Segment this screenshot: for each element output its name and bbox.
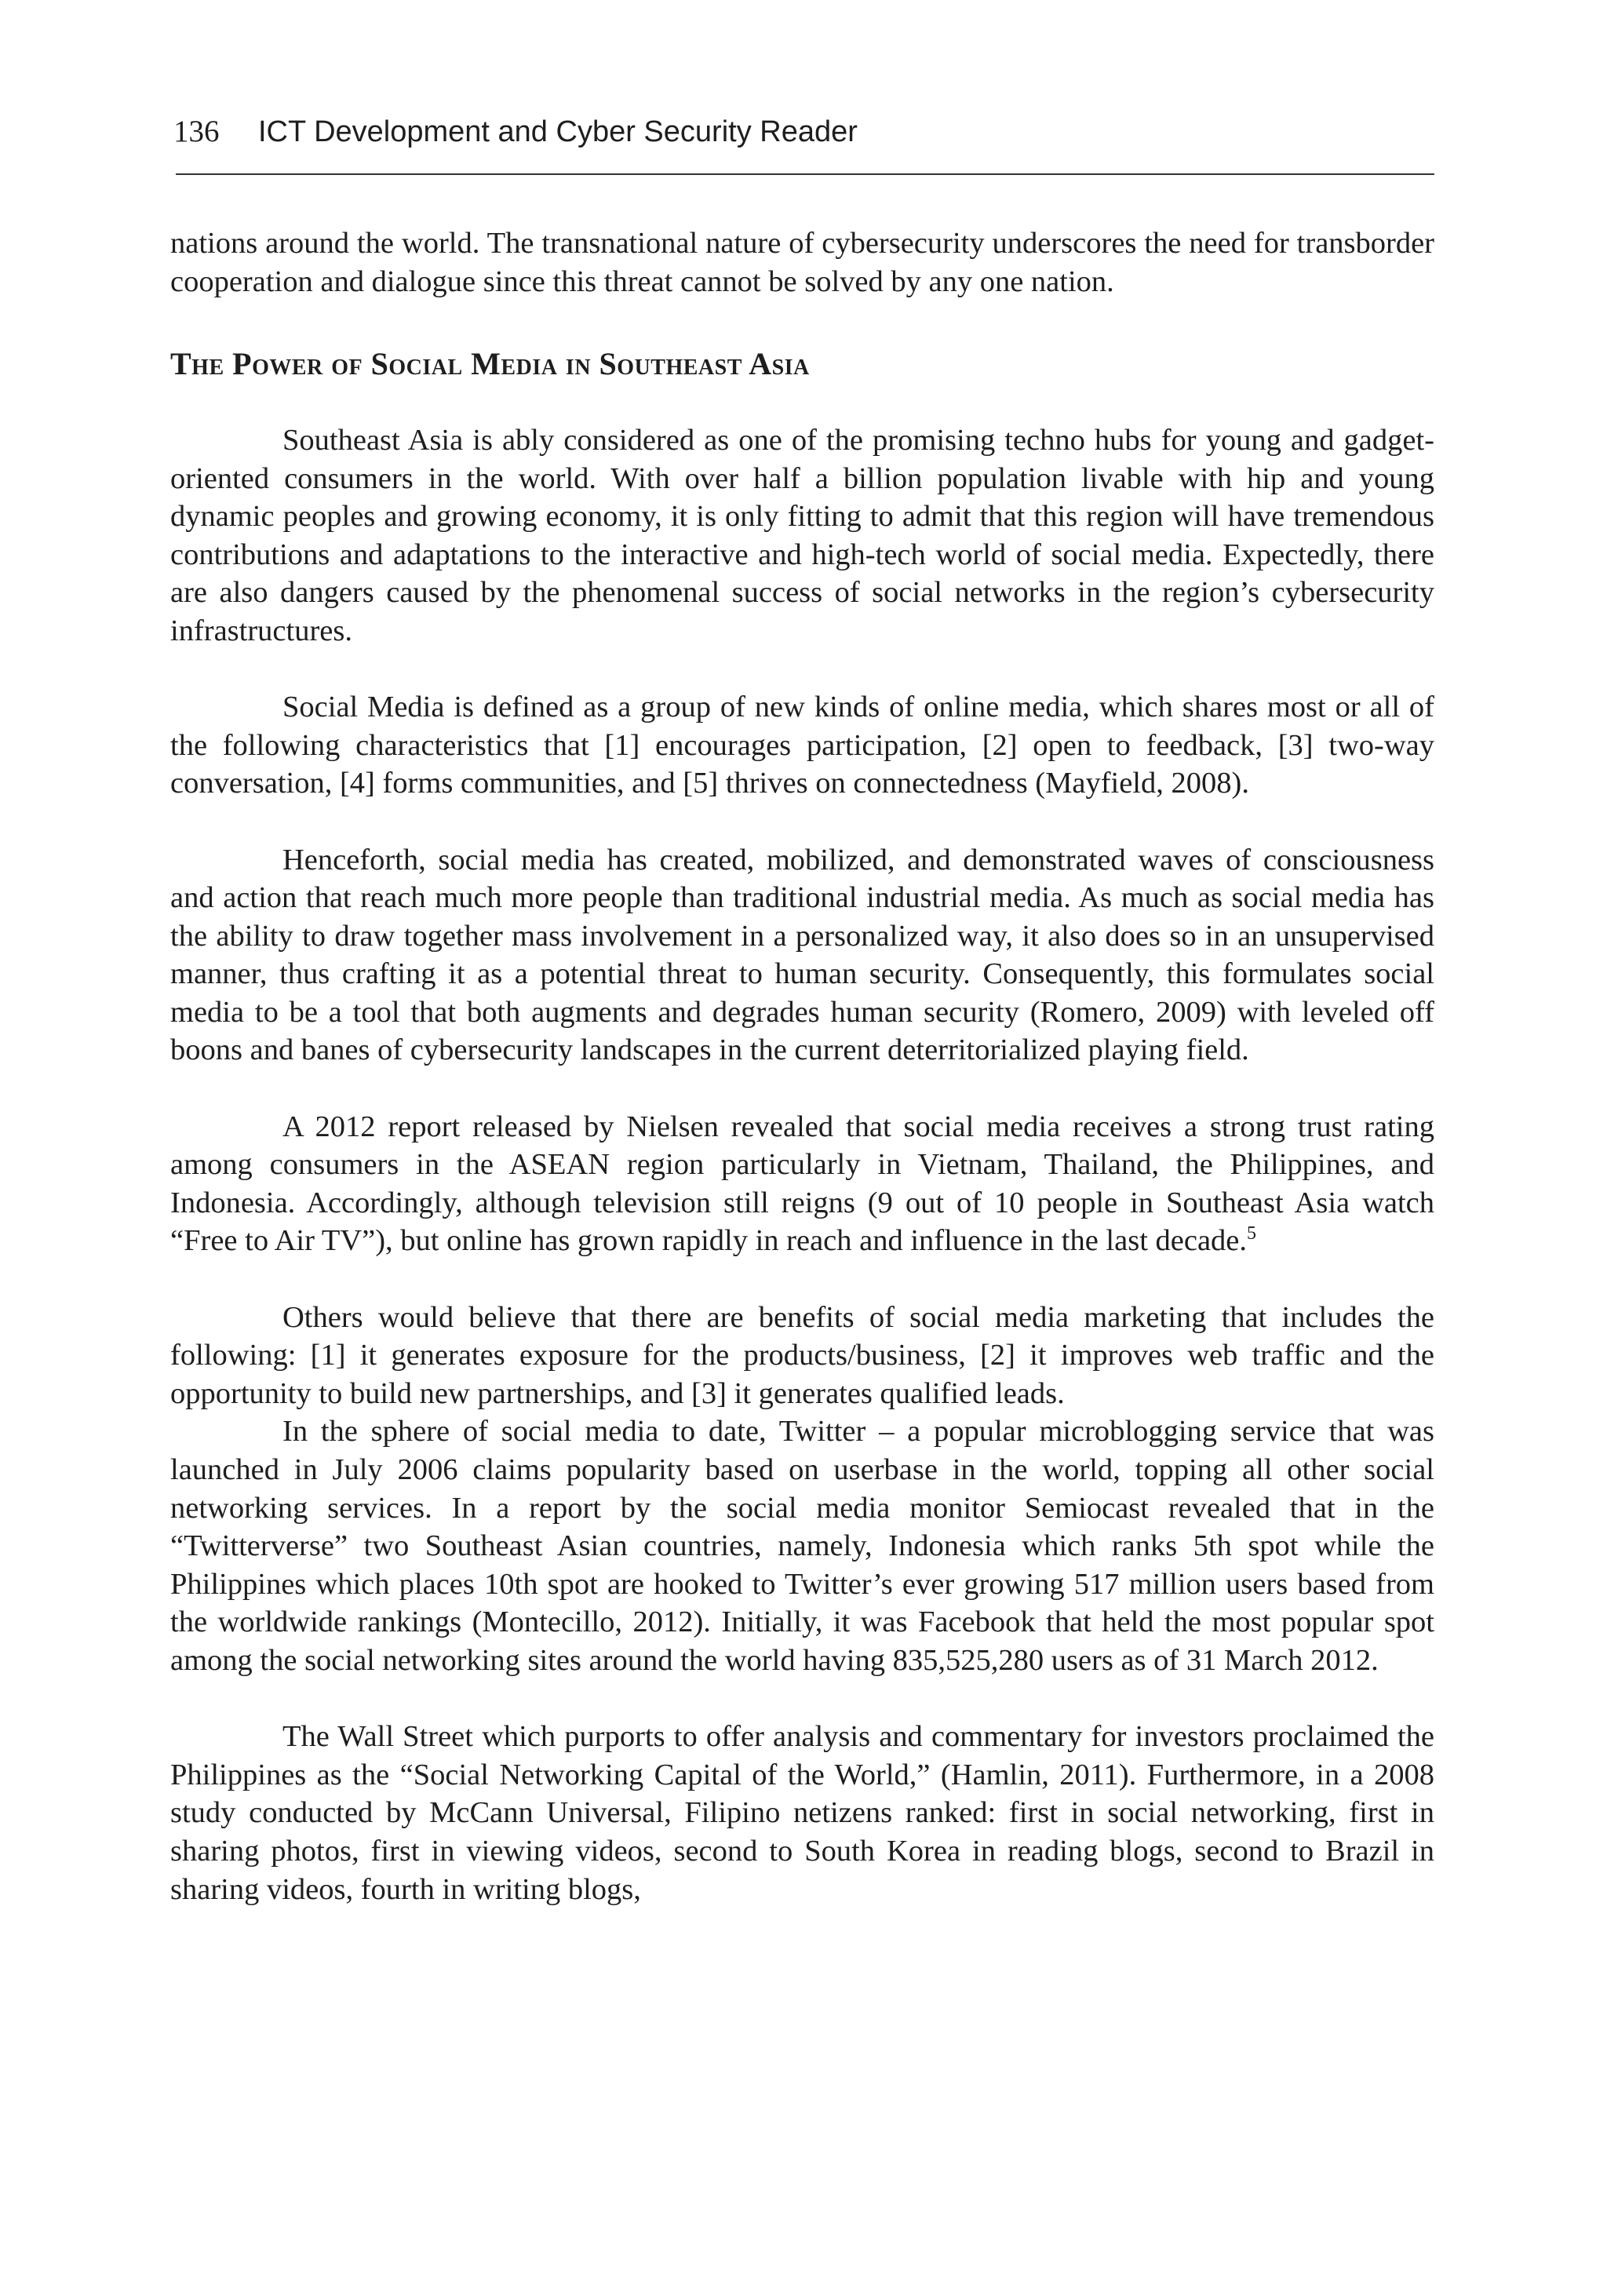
paragraph-social-media-definition: Social Media is defined as a group of new kinds of online media, which shares most or all of the following characteristics that [1] encourages participation, [2] open to feedback, [3] two-way conversation, [4] forms communities, and [5] thrives on connectedness (Mayfield, 2008).: [170, 691, 1434, 800]
paragraph-marketing-benefits: Others would believe that there are benefits of social media marketing that includes the following: [1] it generates exposure for the products/business, [2] it improves web traffic and the opportunity to build new partnerships, and [3] it generates qualified leads.: [170, 1300, 1434, 1410]
header-divider: [176, 173, 1434, 175]
book-title: ICT Development and Cyber Security Reader: [258, 115, 858, 148]
footnote-reference: 5: [1247, 1223, 1256, 1245]
paragraph-henceforth: Henceforth, social media has created, mobilized, and demonstrated waves of consciousness and action that reach much more people than traditional industrial media. As much as social media has the ability to draw together mass involvement in a personalized way, it also does so in an unsupervised manner, thus crafting it as a potential threat to human security. Consequently, this formulates social media to be a tool that both augments and degrades human security (Romero, 2009) with leveled off boons and banes of cybersecurity landscapes in the current deterritorialized playing field.: [170, 843, 1434, 1067]
paragraph-nielsen-text: A 2012 report released by Nielsen revealed that social media receives a strong trust rating among consumers in the ASEAN region particularly in Vietnam, Thailand, the Philippines, and Indonesia. Accordingly, although television still reigns (9 out of 10 people in Southeast Asia watch “Free to Air TV”), but online has grown rapidly in reach and influence in the last decade.: [170, 1110, 1434, 1258]
section-heading: The Power of Social Media in Southeast Asia: [170, 345, 810, 381]
paragraph-wall-street: The Wall Street which purports to offer analysis and commentary for investors proclaimed the Philippines as the “Social Networking Capital of the World,” (Hamlin, 2011). Furthermore, in a 2008 study conducted by McCann Universal, Filipino netizens ranked: first in social networking, first in sharing photos, first in viewing videos, second to South Korea in reading blogs, second to Brazil in sharing videos, fourth in writing blogs,: [170, 1720, 1434, 1906]
paragraph-twitter: In the sphere of social media to date, Twitter – a popular microblogging service that was launched in July 2006 claims popularity based on userbase in the world, topping all other social networking services. In a report by the social media monitor Semiocast revealed that in the “Twitterverse” two Southeast Asian countries, namely, Indonesia which ranks 5th spot while the Philippines which places 10th spot are hooked to Twitter’s ever growing 517 million users based from the worldwide rankings (Montecillo, 2012). Initially, it was Facebook that held the most popular spot among the social networking sites around the world having 835,525,280 users as of 31 March 2012.: [170, 1415, 1434, 1677]
page-number: 136: [173, 115, 220, 148]
main-text: [170, 224, 1434, 1908]
running-header: [170, 110, 1434, 154]
intro-continuation-paragraph: nations around the world. The transnational nature of cybersecurity underscores the need for transborder cooperation and dialogue since this threat cannot be solved by any one nation.: [170, 227, 1434, 298]
paragraph-nielsen-report: [170, 1108, 1434, 1260]
paragraph-southeast-asia: Southeast Asia is ably considered as one of the promising techno hubs for young and gadget-oriented consumers in the world. With over half a billion population livable with hip and young dynamic peoples and growing economy, it is only fitting to admit that this region will have tremendous contributions and adaptations to the interactive and high-tech world of social media. Expectedly, there are also dangers caused by the phenomenal success of social networks in the region’s cybersecurity infrastructures.: [170, 423, 1434, 647]
